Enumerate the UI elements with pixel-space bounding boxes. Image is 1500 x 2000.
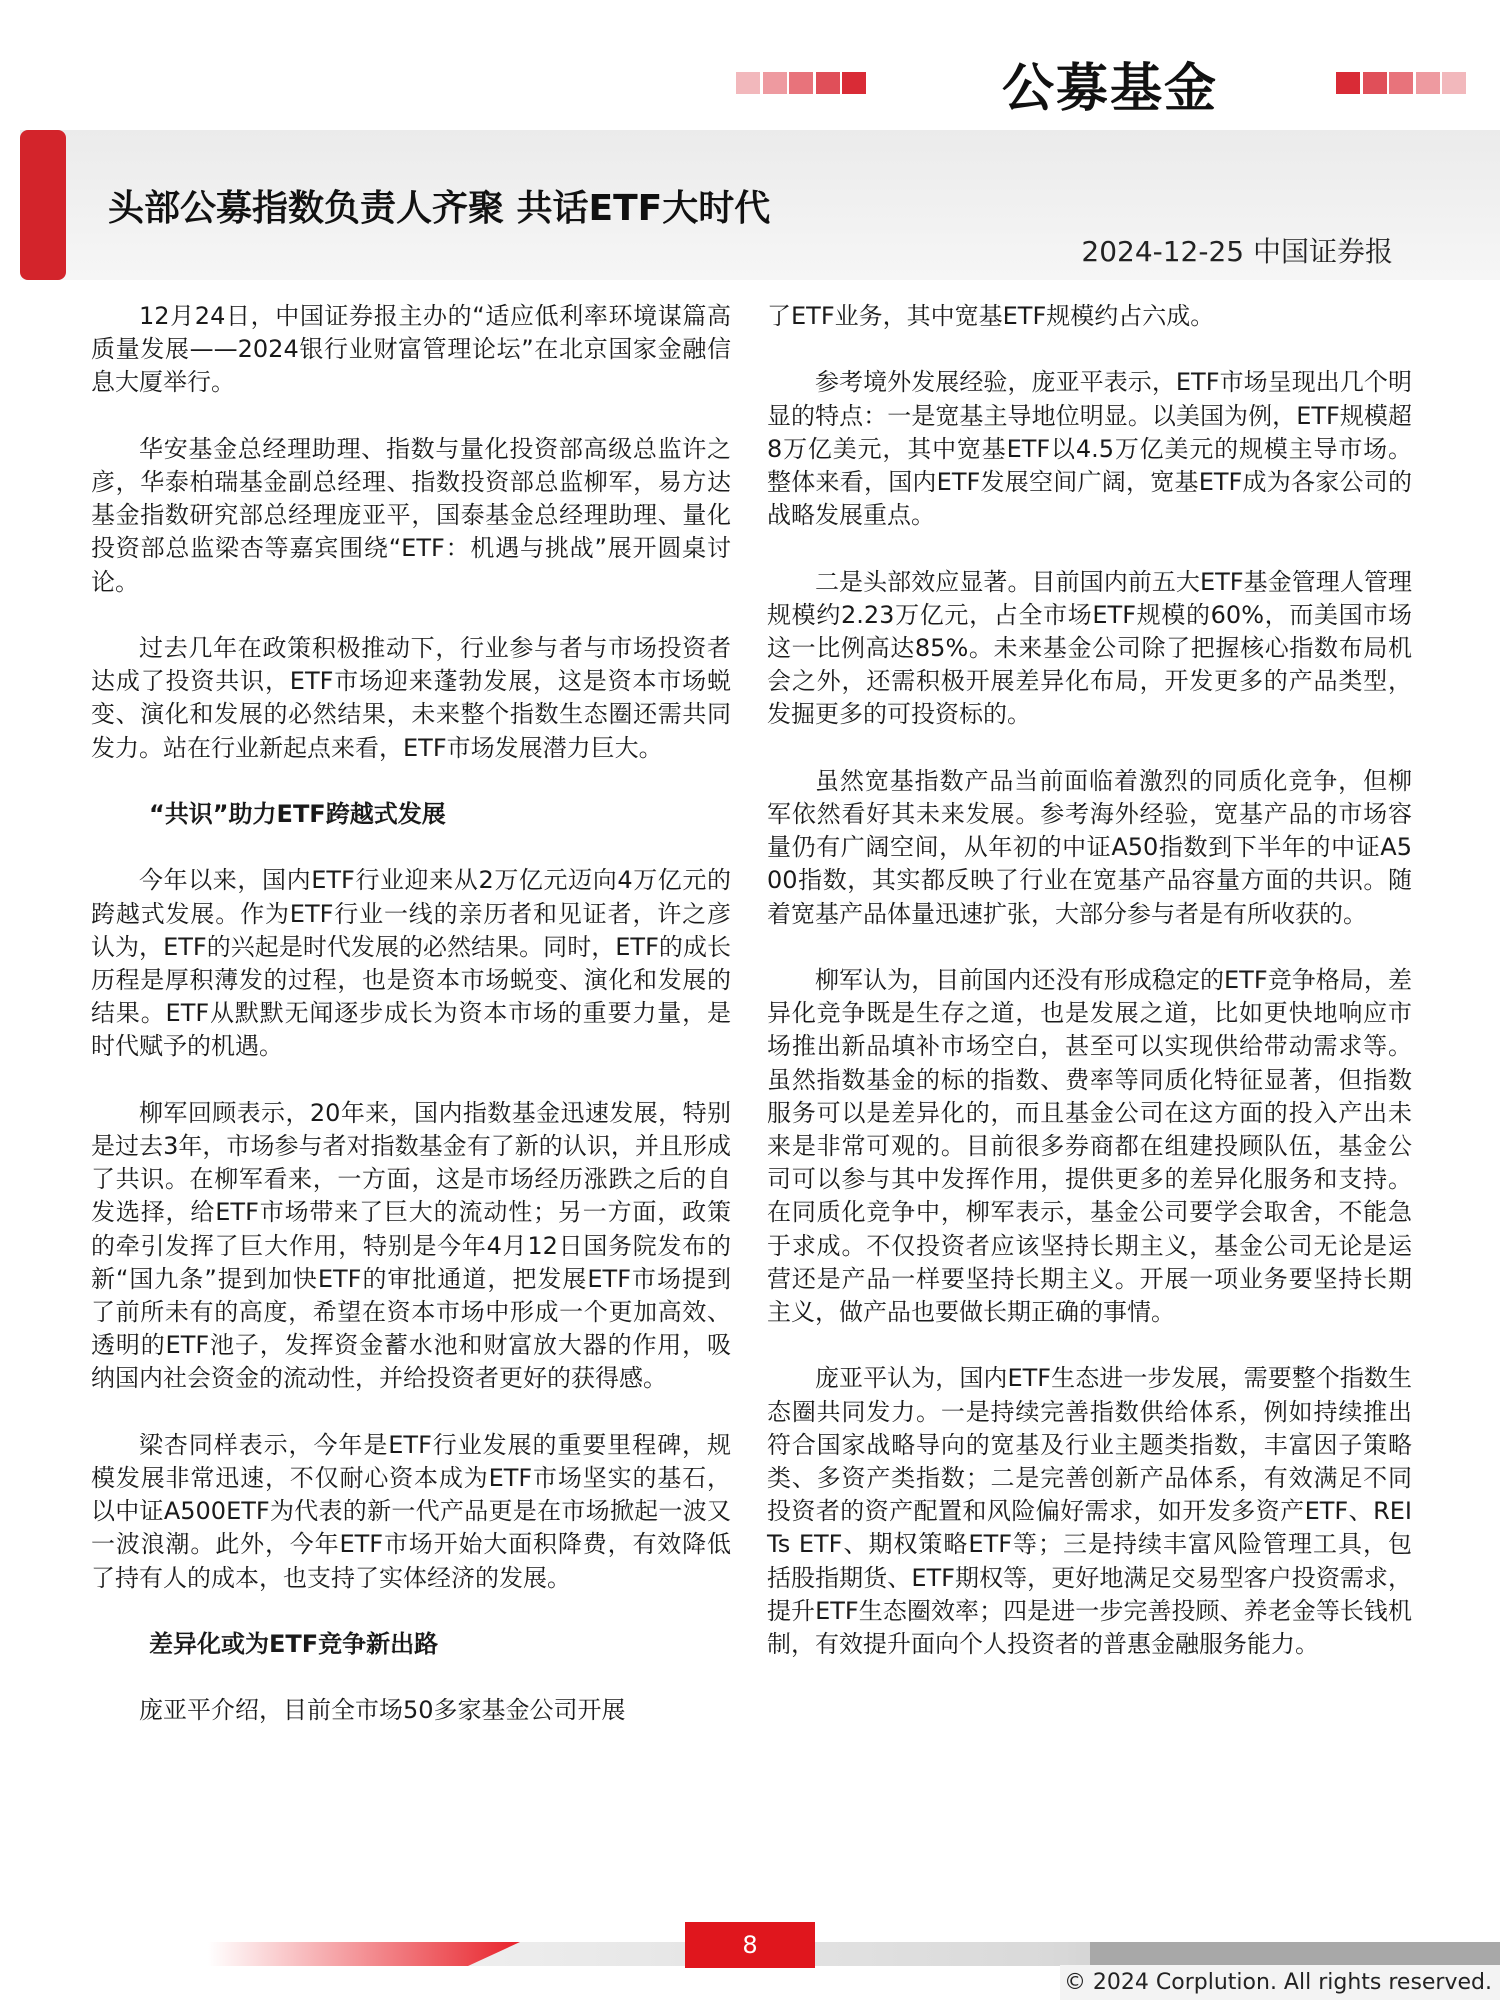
decor-square [1389,72,1413,94]
article-dateline: 2024-12-25 中国证券报 [1081,235,1393,268]
footer-red-wedge [0,1942,520,1966]
page-number: 8 [685,1922,815,1968]
article-paragraph: 过去几年在政策积极推动下，行业参与者与市场投资者达成了投资共识，ETF市场迎来蓬勃发展，这是资本市场蜕变、演化和发展的必然结果，未来整个指数生态圈还需共同发力。站在行业新起点来看，ETF市场发展潜力巨大。 [91,634,731,762]
article-paragraph: 12月24日，中国证券报主办的“适应低利率环境谋篇高质量发展——2024银行业财富管理论坛”在北京国家金融信息大厦举行。 [91,302,731,397]
article-paragraph: 华安基金总经理助理、指数与量化投资部高级总监许之彦，华泰柏瑞基金副总经理、指数投资部总监柳军，易方达基金指数研究部总经理庞亚平，国泰基金总经理助理、量化投资部总监梁杏等嘉宾围绕“ETF：机遇与挑战”展开圆桌讨论。 [91,434,731,596]
article-paragraph: 了ETF业务，其中宽基ETF规模约占六成。 [767,302,1215,330]
copyright-notice: © 2024 Corplution. All rights reserved. [1060,1965,1500,2000]
section-title: 公募基金 [1001,59,1218,119]
decor-square [1442,72,1466,94]
article-paragraph: 今年以来，国内ETF行业迎来从2万亿元迈向4万亿元的跨越式发展。作为ETF行业一线的亲历者和见证者，许之彦认为，ETF的兴起是时代发展的必然结果。同时，ETF的成长历程是厚积薄发的过程，也是资本市场蜕变、演化和发展的结果。ETF从默默无闻逐步成长为资本市场的重要力量，是时代赋予的机遇。 [91,866,731,1061]
decor-square [789,72,813,94]
article-paragraph: 柳军回顾表示，20年来，国内指数基金迅速发展，特别是过去3年，市场参与者对指数基金有了新的认识，并且形成了共识。在柳军看来，一方面，这是市场经历涨跌之后的自发选择，给ETF市场带来了巨大的流动性；另一方面，政策的牵引发挥了巨大作用，特别是今年4月12日国务院发布的新“国九条”提到加快ETF的审批通道，把发展ETF市场提到了前所未有的高度，希望在资本市场中形成一个更加高效、透明的ETF池子，发挥资金蓄水池和财富放大器的作用，吸纳国内社会资金的流动性，并给投资者更好的获得感。 [91,1098,731,1393]
article-paragraph: 参考境外发展经验，庞亚平表示，ETF市场呈现出几个明显的特点：一是宽基主导地位明显。以美国为例，ETF规模超8万亿美元，其中宽基ETF以4.5万亿美元的规模主导市场。整体来看，国内ETF发展空间广阔，宽基ETF成为各家公司的战略发展重点。 [767,368,1412,530]
article-paragraph: 庞亚平介绍，目前全市场50多家基金公司开展 [139,1696,626,1725]
title-accent-bar [20,130,66,280]
section-subheading: 差异化或为ETF竞争新出路 [149,1630,439,1659]
footer-gray-band [1090,1942,1500,1966]
article-column-left [91,300,731,1761]
article-paragraph: 二是头部效应显著。目前国内前五大ETF基金管理人管理规模约2.23万亿元，占全市场ETF规模的60%，而美国市场这一比例高达85%。未来基金公司除了把握核心指数布局机会之外，还需积极开展差异化布局，开发更多的产品类型，发掘更多的可投资标的。 [767,567,1412,729]
article-paragraph: 虽然宽基指数产品当前面临着激烈的同质化竞争，但柳军依然看好其未来发展。参考海外经验，宽基产品的市场容量仍有广阔空间，从年初的中证A50指数到下半年的中证A500指数，其实都反映了行业在宽基产品容量方面的共识。随着宽基产品体量迅速扩张，大部分参与者是有所收获的。 [767,766,1412,928]
decor-square [1363,72,1387,94]
decor-square [1336,72,1360,94]
decor-square [763,72,787,94]
article-headline: 头部公募指数负责人齐聚 共话ETF大时代 [108,188,771,229]
article-paragraph: 梁杏同样表示，今年是ETF行业发展的重要里程碑，规模发展非常迅速，不仅耐心资本成为ETF市场坚实的基石，以中证A500ETF为代表的新一代产品更是在市场掀起一波又一波浪潮。此外，今年ETF市场开始大面积降费，有效降低了持有人的成本，也支持了实体经济的发展。 [91,1430,731,1592]
decor-square [842,72,866,94]
decor-square [816,72,840,94]
article-column-right [767,300,1412,1694]
decor-square [736,72,760,94]
decor-square [1416,72,1440,94]
section-subheading: “共识”助力ETF跨越式发展 [149,800,446,828]
article-paragraph: 柳军认为，目前国内还没有形成稳定的ETF竞争格局，差异化竞争既是生存之道，也是发展之道，比如更快地响应市场推出新品填补市场空白，甚至可以实现供给带动需求等。虽然指数基金的标的指数、费率等同质化特征显著，但指数服务可以是差异化的，而且基金公司在这方面的投入产出未来是非常可观的。目前很多券商都在组建投顾队伍，基金公司可以参与其中发挥作用，提供更多的差异化服务和支持。在同质化竞争中，柳军表示，基金公司要学会取舍，不能急于求成。不仅投资者应该坚持长期主义，基金公司无论是运营还是产品一样要坚持长期主义。开展一项业务要坚持长期主义，做产品也要做长期正确的事情。 [767,966,1412,1327]
article-paragraph: 庞亚平认为，国内ETF生态进一步发展，需要整个指数生态圈共同发力。一是持续完善指数供给体系，例如持续推出符合国家战略导向的宽基及行业主题类指数，丰富因子策略类、多资产类指数；二是完善创新产品体系，有效满足不同投资者的资产配置和风险偏好需求，如开发多资产ETF、REITs ETF、期权策略ETF等；三是持续丰富风险管理工具，包括股指期货、ETF期权等，更好地满足交易型客户投资需求，提升ETF生态圈效率；四是进一步完善投顾、养老金等长钱机制，有效提升面向个人投资者的普惠金融服务能力。 [767,1364,1412,1659]
